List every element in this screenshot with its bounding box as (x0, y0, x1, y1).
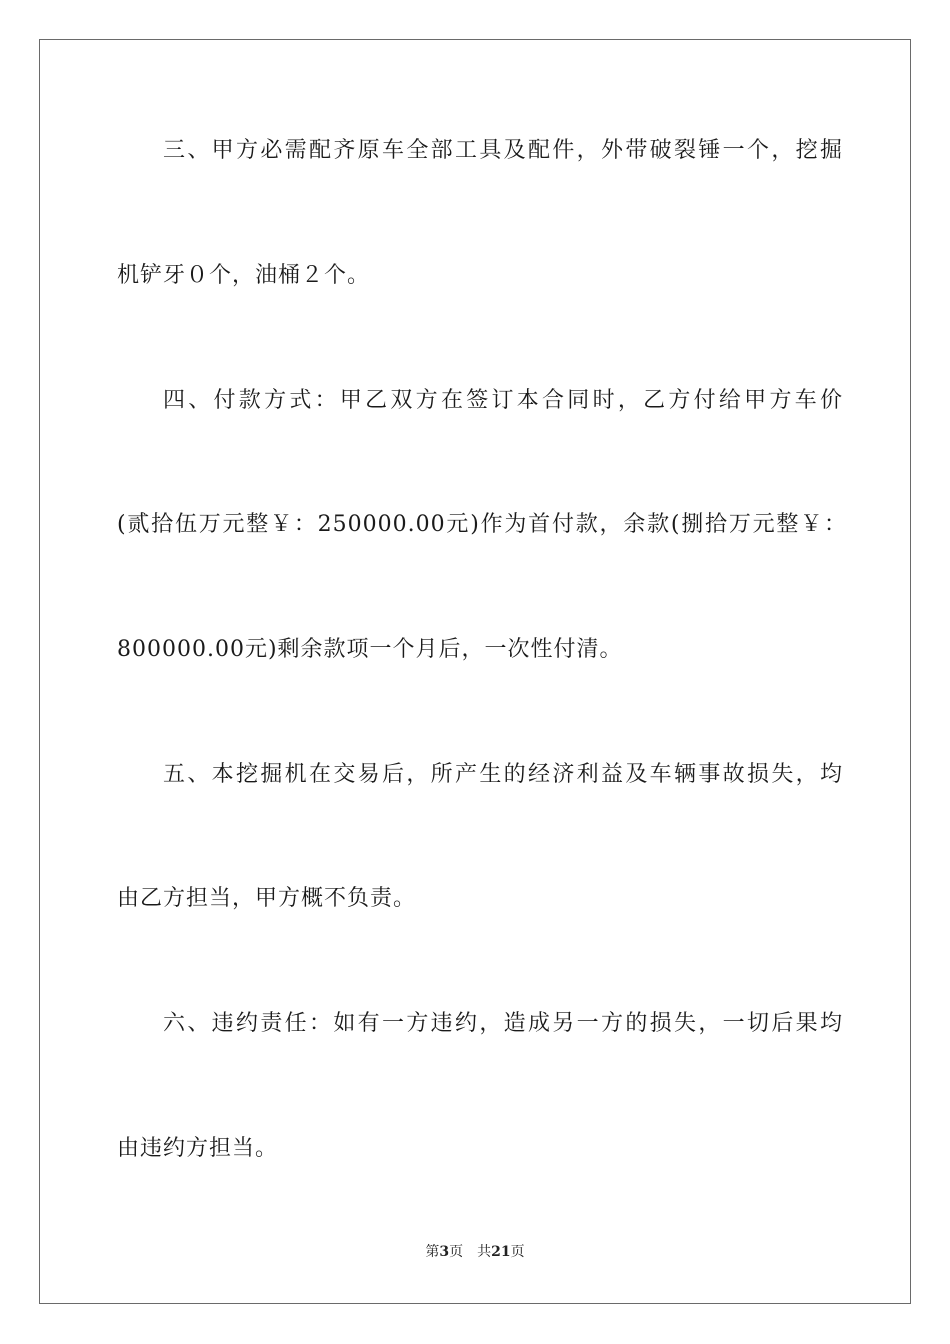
total-prefix: 共 (477, 1244, 492, 1260)
page-suffix: 页 (449, 1244, 464, 1260)
page-prefix: 第 (425, 1244, 440, 1260)
clause-6-line-1: 六、违约责任：如有一方违约，造成另一方的损失，一切后果均 (163, 1011, 843, 1036)
clause-4-line-1: 四、付款方式：甲乙双方在签订本合同时，乙方付给甲方车价 (163, 388, 843, 413)
page-total: 21 (491, 1244, 511, 1260)
clause-5-line-2: 由乙方担当，甲方概不负责。 (117, 886, 417, 911)
clause-6-line-2: 由违约方担当。 (117, 1136, 279, 1161)
page-border (39, 39, 911, 1304)
clause-5-line-1: 五、本挖掘机在交易后，所产生的经济利益及车辆事故损失，均 (163, 762, 843, 787)
clause-3-line-1: 三、甲方必需配齐原车全部工具及配件，外带破裂锤一个，挖掘 (163, 138, 843, 163)
total-suffix: 页 (510, 1244, 525, 1260)
page-current: 3 (439, 1244, 450, 1260)
page-footer (0, 1243, 950, 1261)
clause-4-line-3: 800000.00元)剩余款项一个月后，一次性付清。 (117, 637, 623, 662)
clause-4-line-2: (贰拾伍万元整￥：250000.00元)作为首付款，余款(捌拾万元整￥： (117, 512, 847, 537)
clause-3-line-2: 机铲牙０个，油桶２个。 (117, 263, 371, 288)
